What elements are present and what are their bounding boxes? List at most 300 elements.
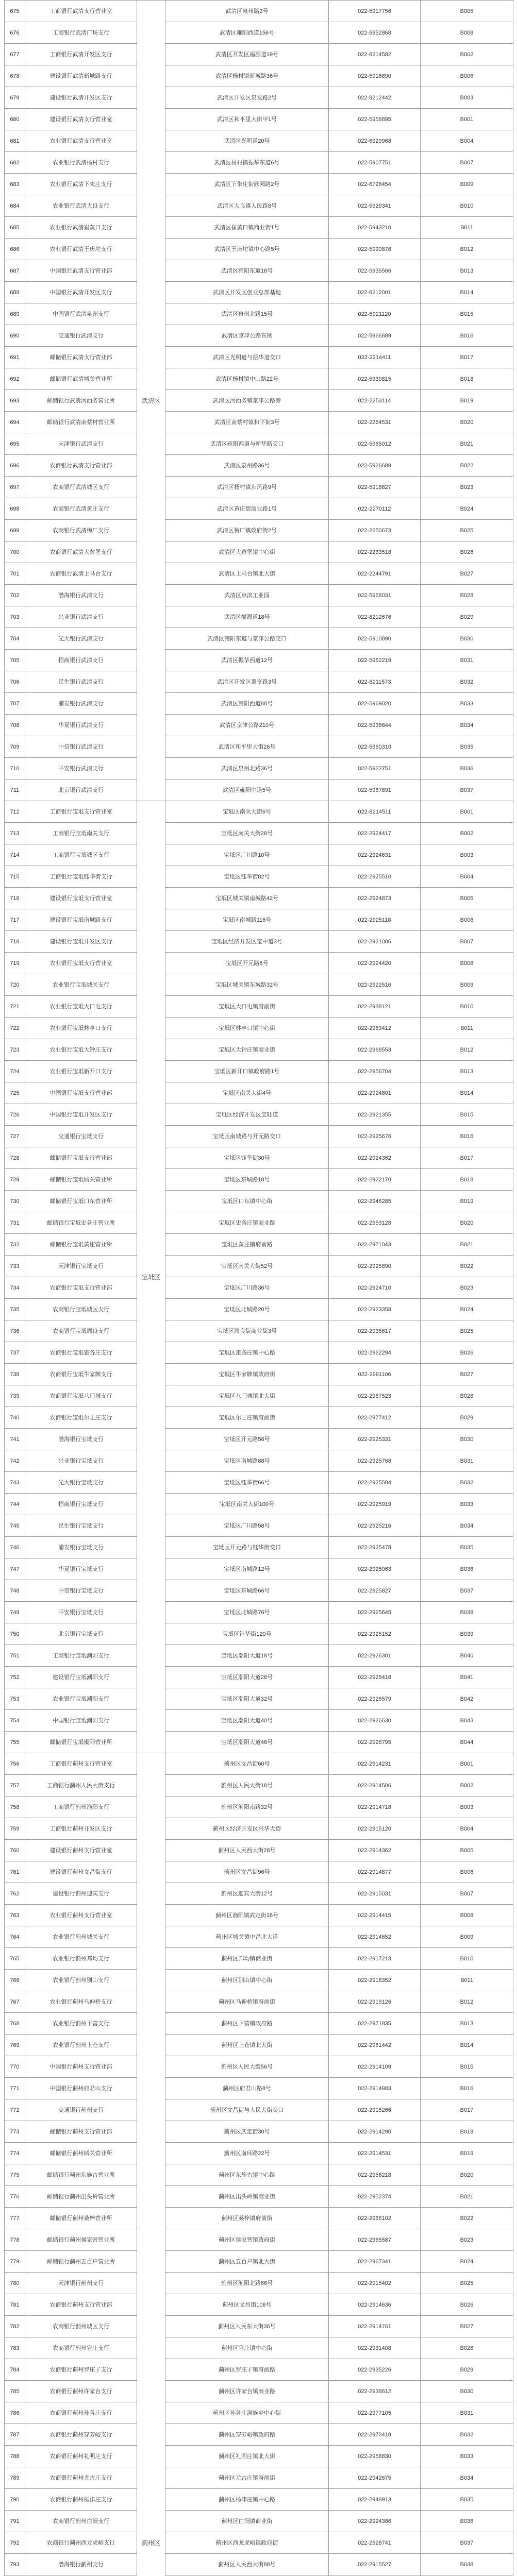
table-row (5, 888, 513, 909)
branch-address: 宝坻区南城路与开元路交口 (165, 1126, 329, 1147)
table-row (5, 477, 513, 498)
table-row (5, 1320, 513, 1342)
branch-phone: 022-2925890 (329, 1256, 421, 1277)
row-number: 757 (5, 1775, 25, 1797)
table-row (5, 1775, 513, 1797)
row-number: 699 (5, 520, 25, 541)
branch-phone: 022-2914761 (329, 2316, 421, 2337)
table-row (5, 1580, 513, 1602)
table-row (5, 563, 513, 585)
branch-address: 蓟州区礼明庄镇北大街 (165, 2446, 329, 2467)
branch-phone: 022-6929968 (329, 130, 421, 152)
row-number: 756 (5, 1753, 25, 1775)
branch-address: 武清区大黄堡镇中心街 (165, 541, 329, 563)
table-row (5, 1840, 513, 1861)
table-row (5, 2402, 513, 2424)
branch-address: 宝坻区广川路58号 (165, 1515, 329, 1537)
table-row (5, 1645, 513, 1667)
table-row (5, 2294, 513, 2316)
branch-phone: 022-2244791 (329, 563, 421, 585)
branch-address: 蓟州区城关镇中昌北大道 (165, 1926, 329, 1948)
row-number: 769 (5, 2035, 25, 2056)
branch-code: B003 (421, 844, 513, 866)
branch-name: 建设银行武清支行营业室 (25, 109, 137, 130)
branch-phone: 022-2922170 (329, 1169, 421, 1191)
branch-code: B010 (421, 1948, 513, 1970)
branch-name: 交通银行武清支行 (25, 325, 137, 347)
branch-phone: 022-2925919 (329, 1494, 421, 1515)
district-cell: 武清区 (137, 1, 165, 801)
row-number: 787 (5, 2424, 25, 2446)
branch-code: B011 (421, 1018, 513, 1039)
branch-address: 武清区和平里大街甲1号 (165, 109, 329, 130)
row-number: 741 (5, 1429, 25, 1450)
table-row (5, 1082, 513, 1104)
table-row (5, 2121, 513, 2143)
row-number: 782 (5, 2316, 25, 2337)
row-number: 695 (5, 433, 25, 455)
table-row (5, 1256, 513, 1277)
branch-code: B003 (421, 87, 513, 109)
branch-phone: 022-2958830 (329, 2446, 421, 2467)
branch-code: B006 (421, 65, 513, 87)
branch-address: 宝坻区南关大街28号 (165, 823, 329, 844)
branch-code: B031 (421, 1450, 513, 1472)
branch-address: 宝坻区钰华街82号 (165, 866, 329, 888)
branch-code: B038 (421, 1602, 513, 1623)
branch-address: 武清区雍阳西道88号 (165, 693, 329, 715)
branch-address: 蓟州区迎宾大街12号 (165, 1883, 329, 1905)
row-number: 774 (5, 2143, 25, 2164)
branch-phone: 022-2938612 (329, 2381, 421, 2402)
table-row (5, 541, 513, 563)
table-row (5, 2035, 513, 2056)
branch-code: B033 (421, 1494, 513, 1515)
branch-address: 蓟州区人民大街18号 (165, 1775, 329, 1797)
branch-name: 农商银行武清黄庄支行 (25, 498, 137, 520)
branch-code: B021 (421, 1234, 513, 1256)
branch-address: 武清区杨村镇东风路9号 (165, 477, 329, 498)
table-row (5, 2532, 513, 2554)
branch-name: 建设银行宝坻支行营业室 (25, 888, 137, 909)
branch-phone: 022-2917213 (329, 1948, 421, 1970)
branch-address: 武清区泉州北路36号 (165, 758, 329, 779)
branch-address: 武清区雍阳东道与京津公路交口 (165, 628, 329, 650)
branch-address: 蓟州区孙各庄满族乡中心街 (165, 2402, 329, 2424)
branch-address: 武清区光明道20号 (165, 130, 329, 152)
table-row (5, 368, 513, 390)
branch-name: 农商银行宝坻牛家牌支行 (25, 1364, 137, 1385)
branch-name: 农商银行武清梅厂支行 (25, 520, 137, 541)
table-row (5, 1364, 513, 1385)
branch-address: 宝坻区黄庄镇府前路 (165, 1234, 329, 1256)
row-number: 742 (5, 1450, 25, 1472)
branch-address: 蓟州区经济开发区兴华大街 (165, 1818, 329, 1840)
branch-name: 中国银行宝坻潮阳支行 (25, 1710, 137, 1732)
branch-name: 农商银行宝坻霍各庄支行 (25, 1342, 137, 1364)
table-row (5, 866, 513, 888)
table-row (5, 2511, 513, 2532)
branch-name: 农商银行蓟州支行营业部 (25, 2294, 137, 2316)
table-row (5, 2337, 513, 2359)
branch-phone: 022-2264531 (329, 412, 421, 433)
branch-address: 蓟州区别山镇中心街 (165, 1970, 329, 1991)
branch-code: B021 (421, 433, 513, 455)
table-row (5, 152, 513, 174)
table-row (5, 2143, 513, 2164)
table-row (5, 44, 513, 65)
branch-phone: 022-2924420 (329, 953, 421, 974)
branch-name: 兴业银行武清支行 (25, 606, 137, 628)
branch-code: B042 (421, 1688, 513, 1710)
branch-address: 宝坻区大口屯镇府前街 (165, 996, 329, 1018)
branch-code: B004 (421, 1818, 513, 1840)
branch-phone: 022-2914652 (329, 1926, 421, 1948)
row-number: 791 (5, 2511, 25, 2532)
branch-address: 武清区京津公路东侧 (165, 325, 329, 347)
branch-address: 宝坻区尔王庄镇府前街 (165, 1407, 329, 1429)
table-row (5, 953, 513, 974)
table-row (5, 1039, 513, 1061)
branch-code: B031 (421, 2402, 513, 2424)
branch-phone: 022-2968553 (329, 1039, 421, 1061)
table-row (5, 1407, 513, 1429)
branch-phone: 022-2914290 (329, 2121, 421, 2143)
branch-name: 农商银行蓟州杨津庄支行 (25, 2489, 137, 2511)
branch-address: 蓟州区渔阳镇武定街16号 (165, 1905, 329, 1926)
row-number: 716 (5, 888, 25, 909)
branch-name: 农业银行武清大良支行 (25, 195, 137, 217)
table-row (5, 520, 513, 541)
branch-address: 宝坻区潮阳大道26号 (165, 1667, 329, 1688)
branch-phone: 022-2924386 (329, 2511, 421, 2532)
branch-code: B020 (421, 2164, 513, 2186)
branch-address: 宝坻区口东镇中心街 (165, 1191, 329, 1212)
table-row (5, 2013, 513, 2035)
branch-phone: 022-2965587 (329, 2229, 421, 2251)
branch-phone: 022-2914983 (329, 2078, 421, 2099)
branch-phone: 022-2938121 (329, 996, 421, 1018)
branch-address: 宝坻区大钟庄镇商业街 (165, 1039, 329, 1061)
row-number: 765 (5, 1948, 25, 1970)
branch-phone: 022-8212442 (329, 87, 421, 109)
branch-address: 宝坻区北城路20号 (165, 1299, 329, 1320)
branch-name: 邮储银行蓟州出头岭营业所 (25, 2186, 137, 2208)
branch-name: 平安银行武清支行 (25, 758, 137, 779)
branch-name: 农商银行蓟州尤古庄支行 (25, 2467, 137, 2489)
branch-phone: 022-2214411 (329, 347, 421, 368)
table-row (5, 87, 513, 109)
branch-code: B026 (421, 541, 513, 563)
branch-code: B002 (421, 44, 513, 65)
branch-code: B004 (421, 130, 513, 152)
branch-phone: 022-2953128 (329, 1212, 421, 1234)
branch-phone: 022-5910890 (329, 628, 421, 650)
table-row (5, 1883, 513, 1905)
branch-address: 宝坻区经济开发区宝中道3号 (165, 931, 329, 953)
branch-address: 蓟州区西龙虎峪镇政府街 (165, 2532, 329, 2554)
branch-code: B019 (421, 2143, 513, 2164)
row-number: 725 (5, 1082, 25, 1104)
row-number: 682 (5, 152, 25, 174)
branch-code: B025 (421, 1320, 513, 1342)
branch-address: 武清区南蔡村镇和平街3号 (165, 412, 329, 433)
branch-code: B016 (421, 325, 513, 347)
branch-phone: 022-8214511 (329, 801, 421, 823)
branch-name: 中国银行宝坻开发区支行 (25, 1104, 137, 1126)
table-row (5, 303, 513, 325)
branch-name: 建设银行宝坻开发区支行 (25, 931, 137, 953)
table-row (5, 1472, 513, 1494)
row-number: 783 (5, 2337, 25, 2359)
row-number: 779 (5, 2251, 25, 2273)
table-row (5, 996, 513, 1018)
branch-phone: 022-2270112 (329, 498, 421, 520)
district-cell: 蓟州区 (137, 1753, 165, 2576)
branch-address: 宝坻区潮阳大道46号 (165, 1732, 329, 1753)
branch-code: B034 (421, 715, 513, 736)
branch-address: 蓟州区下营镇政府路 (165, 2013, 329, 2035)
table-row (5, 2186, 513, 2208)
row-number: 744 (5, 1494, 25, 1515)
branch-code: B026 (421, 2294, 513, 2316)
row-number: 686 (5, 239, 25, 260)
branch-code: B013 (421, 2013, 513, 2035)
row-number: 691 (5, 347, 25, 368)
row-number: 754 (5, 1710, 25, 1732)
branch-code: B014 (421, 282, 513, 303)
row-number: 708 (5, 715, 25, 736)
branch-address: 武清区京津公路210号 (165, 715, 329, 736)
branch-address: 蓟州区文昌街108号 (165, 2294, 329, 2316)
branch-phone: 022-2925118 (329, 909, 421, 931)
row-number: 773 (5, 2121, 25, 2143)
table-row (5, 2316, 513, 2337)
branch-code: B024 (421, 498, 513, 520)
branch-name: 邮储银行武清城关营业所 (25, 368, 137, 390)
branch-code: B040 (421, 1645, 513, 1667)
branch-name: 光大银行武清支行 (25, 628, 137, 650)
branch-name: 邮储银行宝坻史各庄营业所 (25, 1212, 137, 1234)
branch-phone: 022-2924710 (329, 1277, 421, 1299)
branch-code: B029 (421, 2359, 513, 2381)
row-number: 727 (5, 1126, 25, 1147)
branch-phone: 022-2925063 (329, 1558, 421, 1580)
table-row (5, 758, 513, 779)
branch-phone: 022-5990876 (329, 239, 421, 260)
table-row (5, 1018, 513, 1039)
branch-phone: 022-2924873 (329, 888, 421, 909)
branch-phone: 022-5916890 (329, 65, 421, 87)
branch-code: B028 (421, 585, 513, 606)
branch-phone: 022-2946285 (329, 1191, 421, 1212)
table-row (5, 974, 513, 996)
branch-name: 农业银行蓟州下营支行 (25, 2013, 137, 2035)
table-row (5, 433, 513, 455)
branch-phone: 022-2928741 (329, 2532, 421, 2554)
branch-code: B036 (421, 1558, 513, 1580)
row-number: 709 (5, 736, 25, 758)
branch-address: 武清区雍阳中道5号 (165, 779, 329, 801)
branch-phone: 022-2925504 (329, 1472, 421, 1494)
table-row (5, 174, 513, 195)
branch-name: 招商银行武清支行 (25, 650, 137, 671)
branch-address: 宝坻区林亭口镇中心街 (165, 1018, 329, 1039)
branch-address: 宝坻区开元路与钰华街交口 (165, 1537, 329, 1558)
branch-address: 宝坻区新开口镇政府路1号 (165, 1061, 329, 1082)
branch-phone: 022-2935226 (329, 2359, 421, 2381)
branch-address: 宝坻区开元路56号 (165, 1429, 329, 1450)
table-row (5, 628, 513, 650)
branch-address: 蓟州区渔阳南路32号 (165, 1797, 329, 1818)
branch-name: 工商银行宝坻钰华街支行 (25, 866, 137, 888)
branch-code: B004 (421, 866, 513, 888)
table-row (5, 1191, 513, 1212)
branch-phone: 022-2924801 (329, 1082, 421, 1104)
row-number: 747 (5, 1558, 25, 1580)
branch-address: 蓟州区杨津庄镇中心路 (165, 2489, 329, 2511)
branch-address: 蓟州区上仓镇北大街 (165, 2035, 329, 2056)
row-number: 720 (5, 974, 25, 996)
branch-name: 邮储银行宝坻城关营业所 (25, 1169, 137, 1191)
branch-name: 华夏银行武清支行 (25, 715, 137, 736)
branch-phone: 022-5966689 (329, 325, 421, 347)
row-number: 766 (5, 1970, 25, 1991)
branch-address: 蓟州区侯家营镇政府街 (165, 2229, 329, 2251)
row-number: 735 (5, 1299, 25, 1320)
branch-code: B030 (421, 2381, 513, 2402)
row-number: 704 (5, 628, 25, 650)
branch-code: B027 (421, 2316, 513, 2337)
row-number: 697 (5, 477, 25, 498)
table-row (5, 693, 513, 715)
branch-address: 宝坻区史各庄镇商业路 (165, 1212, 329, 1234)
branch-name: 农业银行武清崔黄口支行 (25, 217, 137, 239)
branch-phone: 022-5952868 (329, 22, 421, 44)
table-row (5, 130, 513, 152)
table-body (5, 1, 513, 2576)
table-row (5, 2467, 513, 2489)
table-row (5, 2359, 513, 2381)
row-number: 790 (5, 2489, 25, 2511)
branch-address: 蓟州区人民大街56号 (165, 2056, 329, 2078)
branch-address: 宝坻区钰华街30号 (165, 1147, 329, 1169)
table-row (5, 1234, 513, 1256)
table-row (5, 498, 513, 520)
branch-phone: 022-2926301 (329, 1645, 421, 1667)
branch-name: 农业银行蓟州邦均支行 (25, 1948, 137, 1970)
table-row (5, 239, 513, 260)
branch-name: 农业银行蓟州别山支行 (25, 1970, 137, 1991)
branch-name: 建设银行蓟州迎宾支行 (25, 1883, 137, 1905)
branch-name: 邮储银行蓟州侯家营营业所 (25, 2229, 137, 2251)
branch-phone: 022-8211573 (329, 671, 421, 693)
table-row (5, 1169, 513, 1191)
row-number: 703 (5, 606, 25, 628)
table-row (5, 390, 513, 412)
branch-address: 蓟州区南环路22号 (165, 2143, 329, 2164)
branch-code: B028 (421, 1385, 513, 1407)
branch-address: 宝坻区南关大街100号 (165, 1494, 329, 1515)
table-row (5, 1515, 513, 1537)
branch-name: 农商银行武清支行营业部 (25, 455, 137, 477)
branch-name: 农业银行宝坻林亭口支行 (25, 1018, 137, 1039)
branch-phone: 022-2948913 (329, 2489, 421, 2511)
branch-code: B001 (421, 109, 513, 130)
branch-phone: 022-2924417 (329, 823, 421, 844)
branch-address: 武清区崔黄口镇商业街1号 (165, 217, 329, 239)
branch-phone: 022-2915266 (329, 2099, 421, 2121)
branch-name: 工商银行武清开发区支行 (25, 44, 137, 65)
row-number: 751 (5, 1645, 25, 1667)
branch-name: 农商银行蓟州罗庄子支行 (25, 2359, 137, 2381)
branch-name: 农商银行武清城区支行 (25, 477, 137, 498)
branch-address: 武清区开发区创业总部基地 (165, 282, 329, 303)
row-number: 732 (5, 1234, 25, 1256)
branch-code: B016 (421, 1126, 513, 1147)
row-number: 740 (5, 1407, 25, 1429)
table-row (5, 2251, 513, 2273)
branch-code: B031 (421, 650, 513, 671)
branch-code: B017 (421, 1147, 513, 1169)
row-number: 750 (5, 1623, 25, 1645)
branch-address: 武清区河西务镇京津公路旁 (165, 390, 329, 412)
branch-name: 建设银行宝坻潮阳支行 (25, 1667, 137, 1688)
branch-name: 建设银行宝坻南城路支行 (25, 909, 137, 931)
branch-name: 平安银行宝坻支行 (25, 1602, 137, 1623)
branch-name: 交通银行宝坻支行 (25, 1126, 137, 1147)
table-row (5, 2078, 513, 2099)
row-number: 731 (5, 1212, 25, 1234)
branch-address: 蓟州区桑梓镇府前街 (165, 2208, 329, 2229)
row-number: 778 (5, 2229, 25, 2251)
branch-phone: 022-2926795 (329, 1732, 421, 1753)
branch-address: 武清区杨村镇中山路22号 (165, 368, 329, 390)
table-row (5, 1385, 513, 1407)
branch-address: 宝坻区钰华街120号 (165, 1623, 329, 1645)
row-number: 734 (5, 1277, 25, 1299)
branch-code: B032 (421, 1472, 513, 1494)
table-row (5, 1061, 513, 1082)
table-row (5, 779, 513, 801)
branch-name: 邮储银行蓟州五百户营业所 (25, 2251, 137, 2273)
branch-code: B039 (421, 1623, 513, 1645)
table-row (5, 1818, 513, 1840)
branch-code: B033 (421, 2446, 513, 2467)
branch-code: B024 (421, 2251, 513, 2273)
branch-code: B022 (421, 2208, 513, 2229)
branch-address: 蓟州区马伸桥镇府前街 (165, 1991, 329, 2013)
branch-code: B018 (421, 2121, 513, 2143)
branch-address: 蓟州区文昌街60号 (165, 1753, 329, 1775)
branch-code: B030 (421, 1429, 513, 1450)
branch-code: B020 (421, 1212, 513, 1234)
table-row (5, 1667, 513, 1688)
row-number: 739 (5, 1385, 25, 1407)
row-number: 738 (5, 1364, 25, 1385)
branch-phone: 022-2983412 (329, 1018, 421, 1039)
branch-phone: 022-2919126 (329, 1991, 421, 2013)
branch-address: 武清区杨村镇新城路36号 (165, 65, 329, 87)
branch-address: 蓟州区武定街30号 (165, 2121, 329, 2143)
table-row (5, 2099, 513, 2121)
branch-address: 宝坻区南关大街52号 (165, 1256, 329, 1277)
branch-phone: 022-2914362 (329, 1840, 421, 1861)
branch-code: B028 (421, 2337, 513, 2359)
row-number: 702 (5, 585, 25, 606)
branch-name: 邮储银行蓟州城关营业所 (25, 2143, 137, 2164)
branch-address: 宝坻区周良街商业街3号 (165, 1320, 329, 1342)
